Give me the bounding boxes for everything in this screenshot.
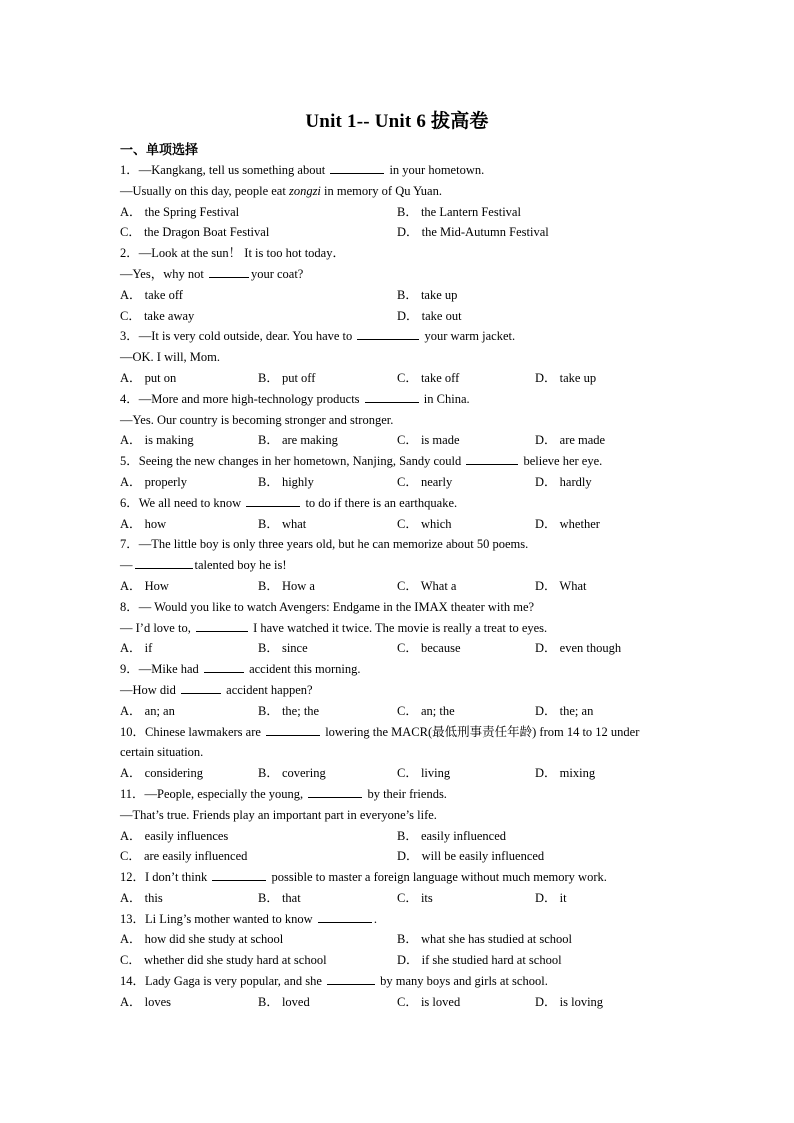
question-text: I have watched it twice. The movie is really a treat to eyes.: [253, 620, 548, 635]
option-c: C． nearly: [397, 474, 453, 489]
option-a: A． this: [120, 890, 163, 905]
answer-blank: [135, 555, 193, 569]
answer-blank: [209, 264, 249, 278]
option-d: D． the Mid-Autumn Festival: [397, 225, 549, 240]
option-b: B． are making: [258, 433, 338, 448]
question-text: your warm jacket.: [421, 329, 516, 344]
question-text: —Usually on this day, people eat: [120, 183, 289, 198]
option-a: A． considering: [120, 766, 203, 781]
answer-blank: [204, 659, 244, 673]
answer-blank: [365, 389, 419, 403]
option-d: D． the; an: [535, 703, 594, 718]
option-b: B． since: [258, 641, 308, 656]
option-d: D． are made: [535, 433, 606, 448]
answer-blank: [466, 451, 518, 465]
option-b: B． covering: [258, 766, 326, 781]
option-c: C． is loved: [397, 994, 461, 1009]
question-text: by many boys and girls at school.: [380, 974, 548, 989]
option-c: C． its: [397, 890, 433, 905]
option-a: A． easily influences: [120, 828, 229, 843]
question-1: [120, 160, 680, 243]
option-b: B． easily influenced: [397, 828, 506, 843]
question-text: —Yes. Our country is becoming stronger and stronger.: [120, 412, 394, 427]
option-c: C． take off: [397, 370, 460, 385]
question-5: [120, 451, 680, 493]
option-a: A． is making: [120, 433, 194, 448]
option-c: C． What a: [397, 578, 457, 593]
option-a: A． the Spring Festival: [120, 204, 240, 219]
question-text: 3．—It is very cold outside, dear. You have to: [120, 329, 353, 344]
option-b: B． the; the: [258, 703, 320, 718]
question-8: [120, 597, 680, 659]
answer-blank: [246, 493, 300, 507]
option-a: A． how: [120, 516, 167, 531]
option-b: B． take up: [397, 287, 458, 302]
question-text: 14．Lady Gaga is very popular, and she: [120, 974, 322, 989]
question-text: 6．We all need to know: [120, 495, 242, 510]
option-b: B． that: [258, 890, 301, 905]
question-text: 5．Seeing the new changes in her hometown, Nanjing, Sandy could: [120, 454, 462, 469]
question-text: accident happen?: [226, 682, 313, 697]
option-d: D． will be easily influenced: [397, 849, 545, 864]
option-a: A． properly: [120, 474, 187, 489]
question-text: to do if there is an earthquake.: [305, 495, 458, 510]
question-text: 9．—Mike had: [120, 662, 199, 677]
option-d: D． What: [535, 578, 587, 593]
option-b: B． highly: [258, 474, 314, 489]
option-d: D． even though: [535, 641, 622, 656]
option-c: C． the Dragon Boat Festival: [120, 225, 270, 240]
option-a: A． an; an: [120, 703, 175, 718]
question-text: —How did: [120, 682, 176, 697]
question-text: zongzi: [288, 183, 321, 198]
question-text: 7．—The little boy is only three years old, but he can memorize about 50 poems.: [120, 537, 529, 552]
question-text: —OK. I will, Mom.: [120, 350, 220, 365]
option-c: C． an; the: [397, 703, 455, 718]
option-a: A． loves: [120, 994, 172, 1009]
section-heading: 一、单项选择: [120, 142, 199, 157]
question-list: [120, 160, 680, 1013]
option-a: A． put on: [120, 370, 177, 385]
option-c: C． take away: [120, 308, 195, 323]
option-c: C． because: [397, 641, 461, 656]
option-a: A． how did she study at school: [120, 932, 284, 947]
option-b: B． put off: [258, 370, 316, 385]
question-12: [120, 867, 680, 909]
option-d: D． it: [535, 890, 567, 905]
question-text: in memory of Qu Yuan.: [320, 183, 442, 198]
option-c: C． is made: [397, 433, 460, 448]
option-c: C． whether did she study hard at school: [120, 953, 327, 968]
option-b: B． loved: [258, 994, 310, 1009]
option-a: A． take off: [120, 287, 183, 302]
option-a: A． if: [120, 641, 153, 656]
question-text: by their friends.: [367, 786, 447, 801]
question-text: 10．Chinese lawmakers are: [120, 724, 261, 739]
question-text: talented boy he is!: [194, 558, 287, 573]
option-d: D． take up: [535, 370, 597, 385]
question-3: [120, 326, 680, 388]
question-text: .: [373, 911, 377, 926]
option-b: B． the Lantern Festival: [397, 204, 521, 219]
question-text: 1．—Kangkang, tell us something about: [120, 163, 326, 177]
answer-blank: [181, 680, 221, 694]
option-d: D． hardly: [535, 474, 592, 489]
question-11: [120, 784, 680, 867]
answer-blank: [318, 909, 372, 923]
answer-blank: [196, 618, 248, 632]
option-b: B． what she has studied at school: [397, 932, 572, 947]
question-text: in China.: [423, 391, 470, 406]
question-text: — I’d love to,: [120, 620, 191, 635]
question-text: 11．—People, especially the young,: [120, 786, 304, 801]
option-a: A． How: [120, 578, 169, 593]
option-c: C． living: [397, 766, 451, 781]
question-9: [120, 659, 680, 721]
answer-blank: [266, 722, 320, 736]
question-10: [120, 722, 680, 784]
question-text: 4．—More and more high-technology products: [120, 391, 360, 406]
question-text: 13．Li Ling’s mother wanted to know: [120, 911, 313, 926]
question-text: —That’s true. Friends play an important part in everyone’s life.: [120, 807, 437, 822]
answer-blank: [212, 867, 266, 881]
question-text: —: [120, 558, 133, 573]
option-d: D． if she studied hard at school: [397, 953, 562, 968]
option-c: C． which: [397, 516, 452, 531]
option-d: D． take out: [397, 308, 462, 323]
question-text: possible to master a foreign language without much memory work.: [271, 870, 607, 885]
question-text: accident this morning.: [249, 662, 361, 677]
option-b: B． what: [258, 516, 307, 531]
answer-blank: [330, 160, 384, 174]
question-7: [120, 534, 680, 596]
question-2: [120, 243, 680, 326]
option-d: D． is loving: [535, 994, 604, 1009]
option-b: B． How a: [258, 578, 315, 593]
answer-blank: [357, 326, 419, 340]
question-text: believe her eye.: [523, 454, 603, 469]
page-title: Unit 1-- Unit 6 拔高卷: [305, 111, 489, 132]
option-c: C． are easily influenced: [120, 849, 248, 864]
answer-blank: [327, 971, 375, 985]
option-d: D． whether: [535, 516, 600, 531]
question-text: lowering the MACR(最低刑事责任年龄) from 14 to 12 under certain situation.: [120, 724, 640, 760]
question-text: 12．I don’t think: [120, 870, 208, 885]
question-text: your coat?: [250, 266, 304, 281]
question-14: [120, 971, 680, 1013]
question-13: [120, 909, 680, 971]
question-text: 2．—Look at the sun！ It is too hot today．: [120, 246, 345, 261]
question-text: —Yes，why not: [120, 266, 204, 281]
question-4: [120, 389, 680, 451]
question-6: [120, 493, 680, 535]
question-text: in your hometown.: [389, 163, 485, 177]
question-text: 8．— Would you like to watch Avengers: Endgame in the IMAX theater with me?: [120, 599, 535, 614]
option-d: D． mixing: [535, 766, 596, 781]
answer-blank: [308, 784, 362, 798]
